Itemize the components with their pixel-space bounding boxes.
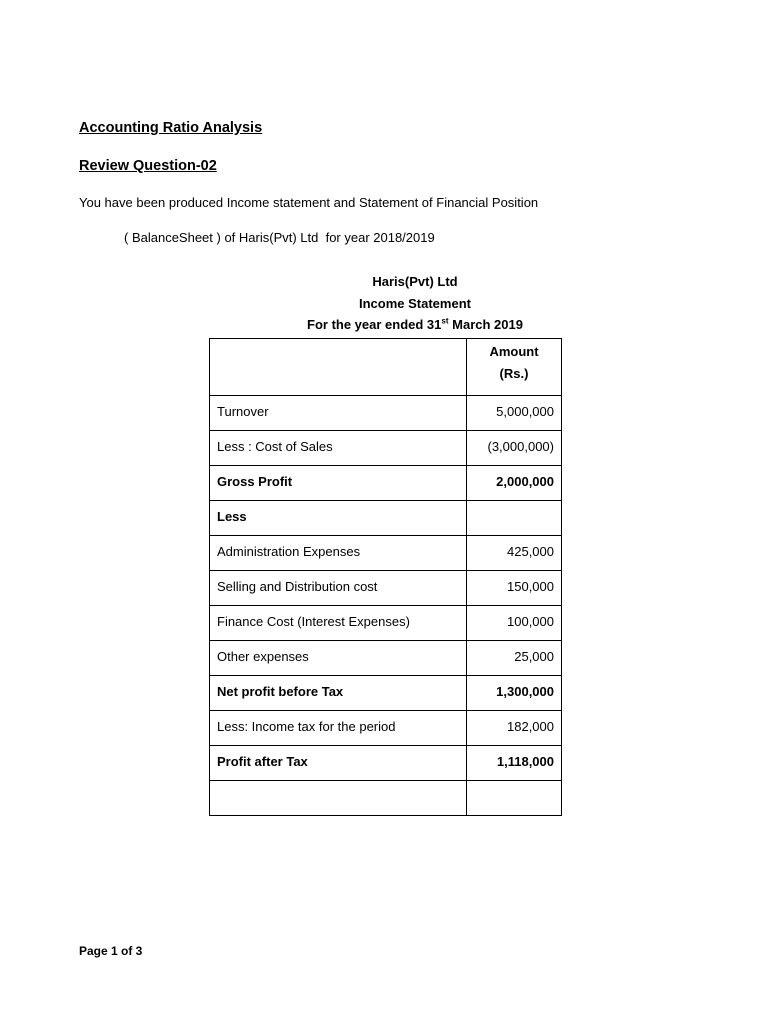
table-row	[210, 536, 562, 571]
row-amount: 182,000	[467, 711, 562, 746]
row-label: Net profit before Tax	[210, 676, 467, 711]
row-label: Selling and Distribution cost	[210, 571, 467, 606]
row-amount: 1,118,000	[467, 746, 562, 781]
statement-name: Income Statement	[359, 296, 471, 311]
table-body	[210, 396, 562, 816]
statement-period	[209, 317, 621, 332]
table-row	[210, 571, 562, 606]
row-label: Profit after Tax	[210, 746, 467, 781]
table-row	[210, 746, 562, 781]
document-subtitle: Review Question-02	[79, 158, 217, 174]
row-amount: 1,300,000	[467, 676, 562, 711]
company-name: Haris(Pvt) Ltd	[372, 274, 458, 289]
intro-line-2: ( BalanceSheet ) of Haris(Pvt) Ltd for year 2018/2019	[124, 230, 435, 245]
row-amount: 100,000	[467, 606, 562, 641]
period-superscript: st	[441, 316, 449, 326]
row-amount	[467, 501, 562, 536]
table-row	[210, 676, 562, 711]
row-label: Finance Cost (Interest Expenses)	[210, 606, 467, 641]
header-label-cell	[210, 339, 467, 396]
table-row	[210, 501, 562, 536]
row-amount	[467, 781, 562, 816]
row-amount: 25,000	[467, 641, 562, 676]
table-row	[210, 641, 562, 676]
row-amount: 5,000,000	[467, 396, 562, 431]
amount-header-line2: (Rs.)	[499, 366, 529, 381]
amount-header-line1: Amount	[489, 344, 539, 359]
table-header-row	[210, 339, 562, 396]
table-row	[210, 431, 562, 466]
table-row	[210, 396, 562, 431]
income-statement-table	[209, 338, 562, 816]
header-amount-cell	[467, 339, 562, 396]
table-row	[210, 466, 562, 501]
row-amount: (3,000,000)	[467, 431, 562, 466]
row-label: Gross Profit	[210, 466, 467, 501]
period-suffix: March 2019	[448, 317, 523, 332]
table-row	[210, 781, 562, 816]
row-label: Less: Income tax for the period	[210, 711, 467, 746]
row-label	[210, 781, 467, 816]
table-row	[210, 606, 562, 641]
row-label: Turnover	[210, 396, 467, 431]
table-row	[210, 711, 562, 746]
period-prefix: For the year ended 31	[307, 317, 442, 332]
row-label: Administration Expenses	[210, 536, 467, 571]
row-label: Less	[210, 501, 467, 536]
row-amount: 2,000,000	[467, 466, 562, 501]
document-title: Accounting Ratio Analysis	[79, 120, 263, 136]
row-label: Less : Cost of Sales	[210, 431, 467, 466]
row-amount: 425,000	[467, 536, 562, 571]
row-label: Other expenses	[210, 641, 467, 676]
row-amount: 150,000	[467, 571, 562, 606]
intro-line-1: You have been produced Income statement and Statement of Financial Position	[79, 195, 539, 210]
page-number: Page 1 of 3	[79, 944, 143, 958]
